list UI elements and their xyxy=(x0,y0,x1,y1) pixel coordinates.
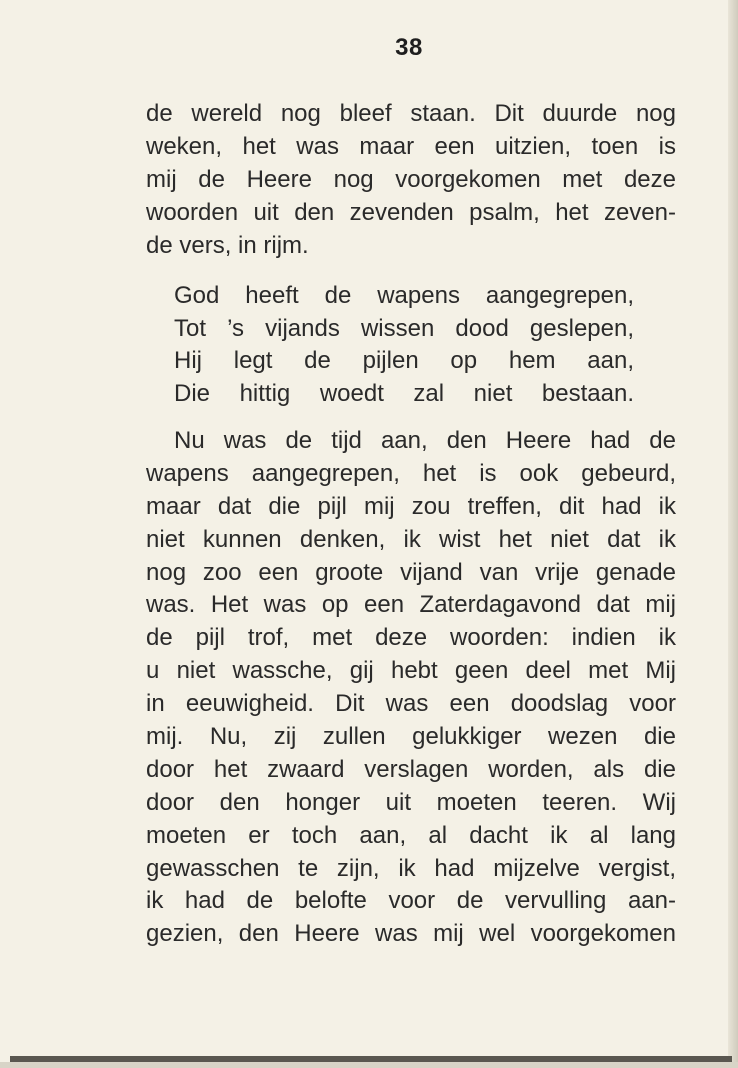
text-line: in eeuwigheid. Dit was een doodslag voor xyxy=(146,690,676,718)
poem-line: God heeft de wapens aangegrepen, xyxy=(174,282,634,309)
text-line: mij de Heere nog voorgekomen met deze xyxy=(146,165,676,193)
text-line: woorden uit den zevenden psalm, het zeven- xyxy=(146,198,676,226)
text-line: de vers, in rijm. xyxy=(146,231,309,259)
poem-line: Die hittig woedt zal niet bestaan. xyxy=(174,379,634,407)
text-line: mij. Nu, zij zullen gelukkiger wezen die xyxy=(146,723,676,751)
text-line: gezien, den Heere was mij wel voorgekomen xyxy=(146,920,676,948)
text-line: de wereld nog bleef staan. Dit duurde nog xyxy=(146,100,676,127)
text-line: maar dat die pijl mij zou treffen, dit had ik xyxy=(146,492,676,520)
text-line: ik had de belofte voor de vervulling aan- xyxy=(146,887,676,915)
paragraph-1 xyxy=(146,98,676,262)
text-line: Nu was de tijd aan, den Heere had de xyxy=(174,427,676,454)
text-line: door den honger uit moeten teeren. Wij xyxy=(146,788,676,816)
paragraph-2 xyxy=(146,425,676,951)
poem-line: Hij legt de pijlen op hem aan, xyxy=(174,347,634,374)
text-line: wapens aangegrepen, het is ook gebeurd, xyxy=(146,459,676,487)
text-line: was. Het was op een Zaterdagavond dat mij xyxy=(146,591,676,619)
page-edge xyxy=(728,0,738,1068)
page-bottom-edge xyxy=(0,1062,738,1068)
text-line: weken, het was maar een uitzien, toen is xyxy=(146,132,676,160)
page-number: 38 xyxy=(395,34,423,61)
text-line: door het zwaard verslagen worden, als die xyxy=(146,755,676,783)
text-line: moeten er toch aan, al dacht ik al lang xyxy=(146,821,676,849)
text-line: de pijl trof, met deze woorden: indien ik xyxy=(146,624,676,652)
text-line: gewasschen te zijn, ik had mijzelve vergist, xyxy=(146,854,676,882)
poem-stanza xyxy=(174,280,634,410)
text-line: niet kunnen denken, ik wist het niet dat ik xyxy=(146,525,676,553)
poem-line: Tot ’s vijands wissen dood geslepen, xyxy=(174,314,634,342)
text-line: nog zoo een groote vijand van vrije genade xyxy=(146,558,676,586)
text-line: u niet wassche, gij hebt geen deel met Mij xyxy=(146,657,676,685)
